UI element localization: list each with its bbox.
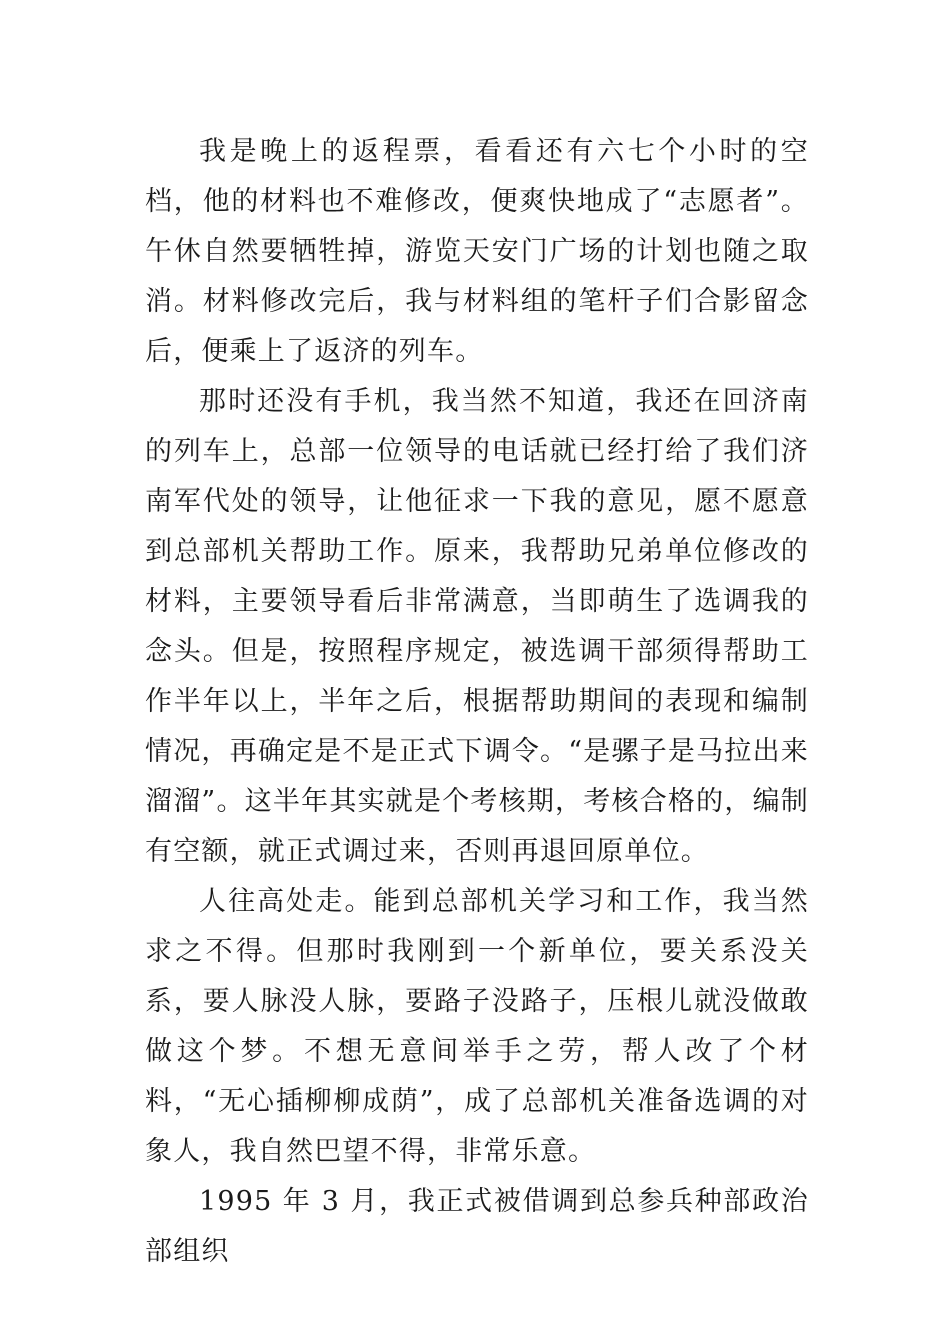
paragraph-3: 人往高处走。能到总部机关学习和工作，我当然求之不得。但那时我刚到一个新单位，要关系没关系，要人脉没人脉，要路子没路子，压根儿就没做敢做这个梦。不想无意间举手之劳，帮人改了个材料，“无心插柳柳成荫”，成了总部机关准备选调的对象人，我自然巴望不得，非常乐意。 [145, 886, 809, 1167]
paragraph-1: 我是晚上的返程票，看看还有六七个小时的空档，他的材料也不难修改，便爽快地成了“志愿者”。午休自然要牺牲掉，游览天安门广场的计划也随之取消。材料修改完后，我与材料组的笔杆子们合影留念后，便乘上了返济的列车。 [145, 136, 809, 367]
paragraph-4: 1995 年 3 月，我正式被借调到总参兵种部政治部组织 [145, 1186, 809, 1267]
paragraph-2: 那时还没有手机，我当然不知道，我还在回济南的列车上，总部一位领导的电话就已经打给了我们济南军代处的领导，让他征求一下我的意见，愿不愿意到总部机关帮助工作。原来，我帮助兄弟单位修改的材料，主要领导看后非常满意，当即萌生了选调我的念头。但是，按照程序规定，被选调干部须得帮助工作半年以上，半年之后，根据帮助期间的表现和编制情况，再确定是不是正式下调令。“是骡子是马拉出来溜溜”。这半年其实就是个考核期，考核合格的，编制有空额，就正式调过来，否则再退回原单位。 [145, 386, 809, 867]
body-text [145, 127, 809, 1277]
